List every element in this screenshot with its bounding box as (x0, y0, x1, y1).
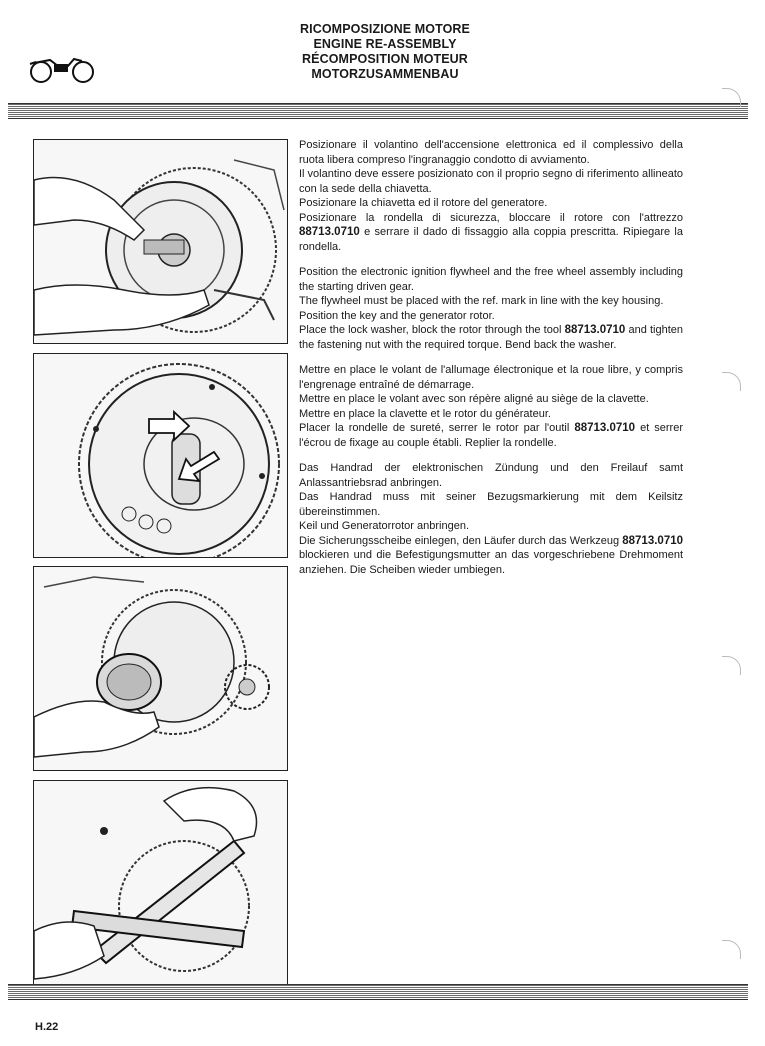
illustration-flywheel-installation (33, 139, 288, 344)
tool-code: 88713.0710 (622, 534, 684, 547)
binder-hole-mark (722, 372, 741, 391)
binder-hole-mark (722, 88, 741, 107)
binder-hole-mark (722, 656, 741, 675)
sentence-fragment: and tighten the fastening nut with the required torque. Bend back the washer. (299, 324, 683, 351)
sentence-fragment: Place the lock washer, block the rotor through the tool (299, 324, 562, 336)
tool-code: 88713.0710 (299, 226, 360, 238)
sentence-fragment: blockieren und die Befestigungsmutter an das vorgeschriebene Drehmoment anziehen. Die Scheiben wieder umbiegen. (299, 549, 683, 576)
instructions-text (299, 138, 683, 588)
sentence-fragment: et serrer l'écrou de fixage au couple établi. Replier la rondelle. (299, 422, 683, 449)
header-divider (8, 103, 748, 119)
sentence-fragment: Die Sicherungsscheibe einlegen, den Läufer durch das Werkzeug (299, 534, 620, 547)
tool-code: 88713.0710 (574, 422, 636, 434)
illustration-tool-tightening (33, 780, 288, 985)
paragraph-line: Das Handrad der elektronischen Zündung und den Freilauf samt Anlassantriebsrad anbringen. (299, 462, 683, 489)
paragraph-line: Mettre en place la clavette et le rotor du générateur. (299, 407, 551, 420)
paragraph-line: Posizionare la chiavetta ed il rotore del generatore. (299, 197, 548, 209)
paragraph-line (299, 323, 683, 352)
paragraph-line: Position the key and the generator rotor. (299, 309, 495, 322)
paragraph-line: Das Handrad muss mit seiner Bezugsmarkierung mit dem Keilsitz übereinstimmen. (299, 491, 683, 518)
footer-divider (8, 984, 748, 1000)
title-german: MOTORZUSAMMENBAU (311, 67, 459, 81)
paragraph-line: Il volantino deve essere posizionato con il proprio segno di riferimento allineato con la sede della chiavetta. (299, 168, 684, 195)
title-english: ENGINE RE-ASSEMBLY (313, 37, 457, 51)
sentence-fragment: Posizionare la rondella di sicurezza, bloccare il rotore con l'attrezzo (299, 211, 683, 224)
paragraph-line: Mettre en place le volant avec son répère aligné au siège de la clavette. (299, 393, 649, 405)
paragraph-line: Posizionare il volantino dell'accensione elettronica ed il complessivo della ruota libera compreso l'ingranaggio condotto di avviamento. (299, 139, 683, 166)
instructions-german (299, 461, 683, 577)
instructions-french (299, 363, 683, 450)
paragraph-line: Mettre en place le volant de l'allumage électronique et la roue libre, y compris l'engrenage entraîné de démarrage. (299, 364, 683, 391)
sentence-fragment: e serrare il dado di fissaggio alla coppia prescritta. Ripiegare la rondella. (299, 226, 683, 253)
binder-hole-mark (722, 940, 741, 959)
page-number: H.22 (35, 1021, 59, 1033)
tool-code: 88713.0710 (564, 324, 626, 336)
page-title (240, 22, 530, 82)
illustration-flywheel-reference-mark (33, 353, 288, 558)
instructions-english (299, 265, 683, 352)
paragraph-line (299, 211, 683, 255)
illustration-generator-rotor (33, 566, 288, 771)
paragraph-line: The flywheel must be placed with the ref. mark in line with the key housing. (299, 295, 664, 307)
paragraph-line: Position the electronic ignition flywheel and the free wheel assembly including the starting driven gear. (299, 266, 683, 293)
instructions-italian (299, 138, 683, 254)
title-italian: RICOMPOSIZIONE MOTORE (300, 22, 470, 36)
paragraph-line: Keil und Generatorrotor anbringen. (299, 520, 469, 532)
sentence-fragment: Placer la rondelle de sureté, serrer le rotor par l'outil (299, 422, 570, 434)
paragraph-line (299, 421, 683, 450)
motorcycle-logo-icon (28, 50, 96, 84)
paragraph-line (299, 534, 683, 578)
title-french: RÉCOMPOSITION MOTEUR (302, 52, 468, 66)
